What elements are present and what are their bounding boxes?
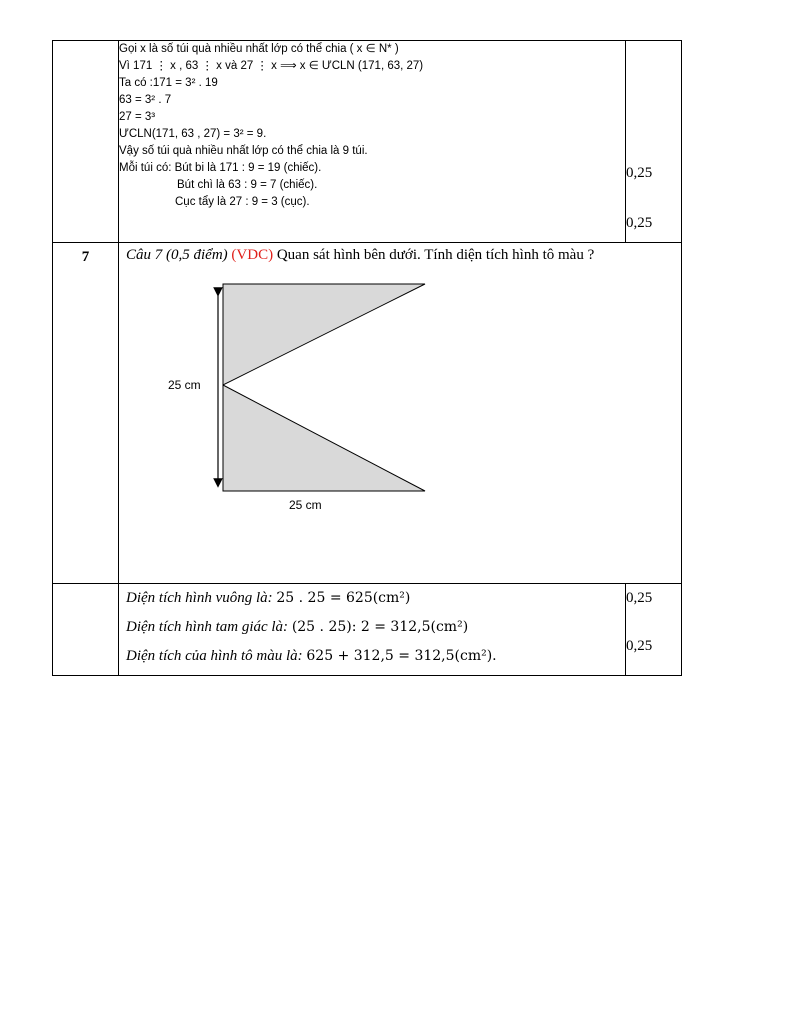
- answer-label: Diện tích của hình tô màu là:: [126, 648, 307, 664]
- solution6-number-cell: [53, 41, 119, 243]
- question7-content: [119, 243, 682, 584]
- geometry-figure: [126, 272, 456, 517]
- solution-line: Vậy số túi quà nhiều nhất lớp có thể chia là 9 túi.: [119, 145, 368, 157]
- solution-line: Vì 171 ⋮ x , 63 ⋮ x và 27 ⋮ x ⟹ x ∈ ƯCLN (171, 63, 27): [119, 60, 424, 72]
- answer-table: [52, 40, 682, 676]
- solution-line: Gọi x là số túi quà nhiều nhất lớp có thể chia ( x ∈ N* ): [119, 43, 399, 55]
- question-number: 7: [53, 243, 119, 584]
- answer-math: 25 . 25 = 625(cm²): [276, 590, 411, 606]
- score-value: 0,25: [626, 215, 653, 231]
- height-label: 25 cm: [168, 378, 201, 392]
- question-level: (VDC): [231, 247, 274, 263]
- solution-line: 27 = 3³: [119, 111, 156, 123]
- score-value: 0,25: [626, 590, 653, 606]
- question-prompt: Quan sát hình bên dưới. Tính diện tích hình tô màu ?: [273, 247, 595, 263]
- solution-line: Cục tẩy là 27 : 9 = 3 (cục).: [175, 196, 310, 208]
- answer-line: [126, 644, 625, 673]
- answer-math: (25 . 25): 2 = 312,5(cm²): [291, 619, 469, 635]
- answer-label: Diện tích hình tam giác là:: [126, 619, 292, 635]
- width-label: 25 cm: [289, 498, 322, 512]
- solution-line: ƯCLN(171, 63 , 27) = 3² = 9.: [119, 128, 267, 140]
- score-value: 0,25: [626, 165, 653, 181]
- answer7-score-cell: [626, 584, 682, 676]
- solution6-content: [119, 41, 626, 243]
- solution-line: Ta có :171 = 3² . 19: [119, 77, 218, 89]
- answer-line: [126, 586, 625, 615]
- question7-row: [53, 243, 682, 584]
- solution-line: 63 = 3² . 7: [119, 94, 172, 106]
- answer-math: 625 + 312,5 = 312,5(cm²).: [306, 648, 497, 664]
- solution6-score-cell: [626, 41, 682, 243]
- question-heading: Câu 7 (0,5 điểm): [126, 247, 228, 263]
- solution-line: Bút chì là 63 : 9 = 7 (chiếc).: [177, 179, 318, 191]
- answer7-row: [53, 584, 682, 676]
- answer-line: [126, 615, 625, 644]
- answer7-number-cell: [53, 584, 119, 676]
- lower-shaded-triangle: [223, 385, 425, 491]
- answer7-content: [119, 584, 626, 676]
- question-text: [126, 247, 681, 264]
- score-value: 0,25: [626, 638, 653, 654]
- solution6-row: [53, 41, 682, 243]
- upper-shaded-triangle: [223, 284, 425, 385]
- solution-line: Mỗi túi có: Bút bi là 171 : 9 = 19 (chiếc).: [119, 162, 322, 174]
- answer-label: Diện tích hình vuông là:: [126, 590, 277, 606]
